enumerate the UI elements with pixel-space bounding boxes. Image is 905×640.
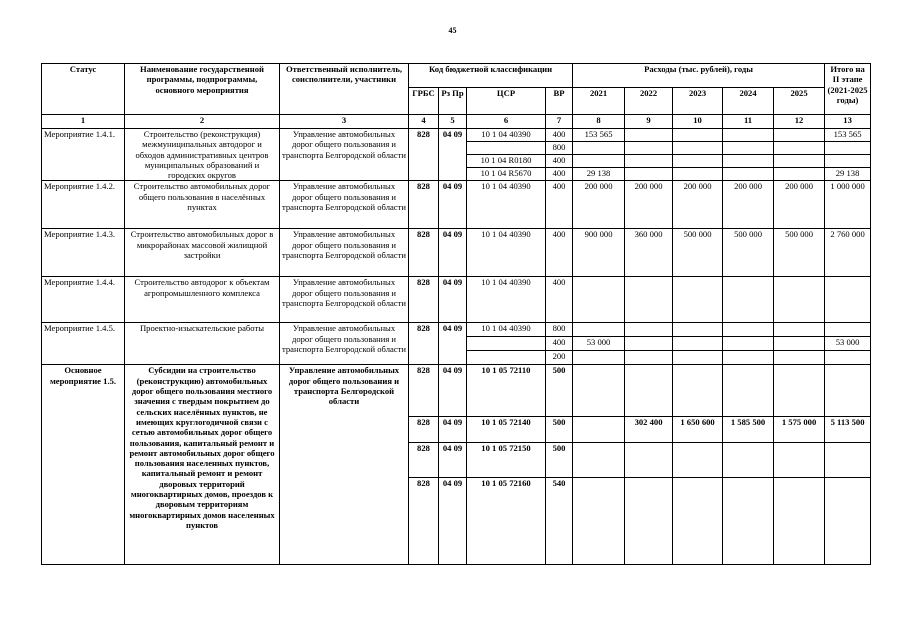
csr-cell: 10 1 05 72140 <box>467 417 546 443</box>
expense-2025-cell <box>774 168 825 181</box>
table-row <box>42 277 871 323</box>
column-number: 9 <box>625 115 673 129</box>
executor-cell: Управление автомобильных дорог общего пользования и транспорта Белгородской области <box>280 277 409 323</box>
expense-2021-cell: 153 565 <box>573 129 625 142</box>
header-vr: ВР <box>546 88 573 115</box>
csr-cell: 10 1 04 R5670 <box>467 168 546 181</box>
header-year-2024: 2024 <box>723 88 774 115</box>
table-row <box>42 129 871 142</box>
program-name-cell: Строительство автомобильных дорог общего пользования в населённых пунктах <box>125 181 280 229</box>
header-year-2021: 2021 <box>573 88 625 115</box>
expense-2023-cell <box>673 351 723 365</box>
expense-2023-cell <box>673 365 723 417</box>
expense-2022-cell <box>625 323 673 337</box>
csr-cell <box>467 142 546 155</box>
expense-2023-cell <box>673 478 723 565</box>
header-grbs: ГРБС <box>409 88 439 115</box>
column-number: 8 <box>573 115 625 129</box>
expense-2022-cell <box>625 351 673 365</box>
expense-2023-cell <box>673 323 723 337</box>
csr-cell: 10 1 04 40390 <box>467 323 546 337</box>
header-expenses: Расходы (тыс. рублей), годы <box>573 64 825 88</box>
expense-2024-cell: 500 000 <box>723 229 774 277</box>
vr-cell: 400 <box>546 181 573 229</box>
expense-2025-cell <box>774 337 825 351</box>
total-cell: 5 113 500 <box>825 417 871 443</box>
column-number: 7 <box>546 115 573 129</box>
grbs-cell: 828 <box>409 229 439 277</box>
column-number: 13 <box>825 115 871 129</box>
total-cell: 29 138 <box>825 168 871 181</box>
csr-cell: 10 1 04 40390 <box>467 229 546 277</box>
csr-cell <box>467 351 546 365</box>
expense-2024-cell <box>723 168 774 181</box>
expense-2021-cell: 900 000 <box>573 229 625 277</box>
column-number: 11 <box>723 115 774 129</box>
rzpr-cell: 04 09 <box>439 277 467 323</box>
program-name-cell: Строительство (реконструкция) межмуниципальных автодорог и обходов административных центров муниципальных образований и городских округов <box>125 129 280 181</box>
expense-2025-cell <box>774 443 825 478</box>
expense-2023-cell <box>673 155 723 168</box>
expense-2021-cell <box>573 443 625 478</box>
expense-2022-cell: 302 400 <box>625 417 673 443</box>
column-number: 2 <box>125 115 280 129</box>
total-cell <box>825 351 871 365</box>
expense-2024-cell <box>723 351 774 365</box>
grbs-cell: 828 <box>409 323 439 365</box>
vr-cell: 400 <box>546 229 573 277</box>
program-name-cell: Строительство автомобильных дорог в микрорайонах массовой жилищной застройки <box>125 229 280 277</box>
csr-cell <box>467 337 546 351</box>
vr-cell: 500 <box>546 417 573 443</box>
executor-cell: Управление автомобильных дорог общего пользования и транспорта Белгородской области <box>280 129 409 181</box>
header-total: Итого на II этапе (2021-2025 годы) <box>825 64 871 115</box>
expense-2022-cell: 360 000 <box>625 229 673 277</box>
expense-2025-cell: 500 000 <box>774 229 825 277</box>
grbs-cell: 828 <box>409 129 439 181</box>
program-name-cell: Строительство автодорог к объектам агропромышленного комплекса <box>125 277 280 323</box>
rzpr-cell: 04 09 <box>439 417 467 443</box>
expense-2024-cell: 1 585 500 <box>723 417 774 443</box>
status-cell: Мероприятие 1.4.1. <box>42 129 125 181</box>
expense-2022-cell <box>625 155 673 168</box>
total-cell: 2 760 000 <box>825 229 871 277</box>
expense-2025-cell: 200 000 <box>774 181 825 229</box>
csr-cell: 10 1 05 72110 <box>467 365 546 417</box>
header-budget-code: Код бюджетной классификации <box>409 64 573 88</box>
expense-2022-cell <box>625 168 673 181</box>
grbs-cell: 828 <box>409 443 439 478</box>
expense-2023-cell: 200 000 <box>673 181 723 229</box>
column-number: 4 <box>409 115 439 129</box>
expense-2023-cell <box>673 142 723 155</box>
expense-2025-cell <box>774 129 825 142</box>
expense-2021-cell <box>573 478 625 565</box>
rzpr-cell: 04 09 <box>439 229 467 277</box>
expense-2024-cell <box>723 478 774 565</box>
executor-cell: Управление автомобильных дорог общего пользования и транспорта Белгородской области <box>280 181 409 229</box>
expense-2021-cell: 29 138 <box>573 168 625 181</box>
header-executor: Ответственный исполнитель, соисполнители, участники <box>280 64 409 115</box>
expense-2023-cell <box>673 443 723 478</box>
expense-2025-cell <box>774 323 825 337</box>
expense-2022-cell <box>625 129 673 142</box>
total-cell <box>825 443 871 478</box>
expense-2024-cell <box>723 129 774 142</box>
expense-2025-cell <box>774 277 825 323</box>
header-status: Статус <box>42 64 125 115</box>
csr-cell: 10 1 05 72160 <box>467 478 546 565</box>
table-row <box>42 181 871 229</box>
expense-2022-cell: 200 000 <box>625 181 673 229</box>
expense-2025-cell <box>774 365 825 417</box>
expense-2023-cell <box>673 168 723 181</box>
vr-cell: 200 <box>546 351 573 365</box>
rzpr-cell: 04 09 <box>439 129 467 181</box>
executor-cell: Управление автомобильных дорог общего пользования и транспорта Белгородской области <box>280 365 409 565</box>
expense-2021-cell <box>573 277 625 323</box>
column-number: 6 <box>467 115 546 129</box>
table-row <box>42 229 871 277</box>
executor-cell: Управление автомобильных дорог общего пользования и транспорта Белгородской области <box>280 323 409 365</box>
expense-2022-cell <box>625 365 673 417</box>
total-cell: 53 000 <box>825 337 871 351</box>
total-cell <box>825 277 871 323</box>
column-number: 10 <box>673 115 723 129</box>
header-year-2022: 2022 <box>625 88 673 115</box>
csr-cell: 10 1 04 40390 <box>467 181 546 229</box>
rzpr-cell: 04 09 <box>439 443 467 478</box>
expense-2025-cell <box>774 351 825 365</box>
total-cell: 153 565 <box>825 129 871 142</box>
expense-2024-cell <box>723 443 774 478</box>
grbs-cell: 828 <box>409 277 439 323</box>
expense-2023-cell <box>673 277 723 323</box>
expense-2022-cell <box>625 142 673 155</box>
vr-cell: 540 <box>546 478 573 565</box>
csr-cell: 10 1 04 40390 <box>467 129 546 142</box>
grbs-cell: 828 <box>409 417 439 443</box>
expense-2025-cell <box>774 155 825 168</box>
header-csr: ЦСР <box>467 88 546 115</box>
rzpr-cell: 04 09 <box>439 323 467 365</box>
expense-2022-cell <box>625 337 673 351</box>
header-year-2023: 2023 <box>673 88 723 115</box>
expense-2024-cell <box>723 323 774 337</box>
column-number: 1 <box>42 115 125 129</box>
expense-2024-cell <box>723 142 774 155</box>
table-row <box>42 323 871 337</box>
expense-2021-cell: 53 000 <box>573 337 625 351</box>
column-number: 3 <box>280 115 409 129</box>
expense-2024-cell <box>723 365 774 417</box>
vr-cell: 400 <box>546 168 573 181</box>
expense-2021-cell <box>573 365 625 417</box>
expense-2021-cell: 200 000 <box>573 181 625 229</box>
total-cell: 1 000 000 <box>825 181 871 229</box>
vr-cell: 400 <box>546 129 573 142</box>
status-cell: Мероприятие 1.4.2. <box>42 181 125 229</box>
total-cell <box>825 155 871 168</box>
vr-cell: 500 <box>546 443 573 478</box>
rzpr-cell: 04 09 <box>439 181 467 229</box>
expense-2021-cell <box>573 142 625 155</box>
expense-2024-cell <box>723 337 774 351</box>
program-name-cell: Проектно-изыскательские работы <box>125 323 280 365</box>
grbs-cell: 828 <box>409 478 439 565</box>
table-body <box>42 129 871 565</box>
expense-2024-cell <box>723 277 774 323</box>
expense-2021-cell <box>573 323 625 337</box>
rzpr-cell: 04 09 <box>439 478 467 565</box>
status-cell: Мероприятие 1.4.4. <box>42 277 125 323</box>
csr-cell: 10 1 04 40390 <box>467 277 546 323</box>
column-number: 5 <box>439 115 467 129</box>
vr-cell: 800 <box>546 323 573 337</box>
total-cell <box>825 365 871 417</box>
status-cell: Мероприятие 1.4.3. <box>42 229 125 277</box>
header-rzpr: Рз Пр <box>439 88 467 115</box>
budget-table <box>41 63 871 565</box>
header-year-2025: 2025 <box>774 88 825 115</box>
expense-2024-cell: 200 000 <box>723 181 774 229</box>
expense-2023-cell: 500 000 <box>673 229 723 277</box>
vr-cell: 400 <box>546 277 573 323</box>
csr-cell: 10 1 04 R0180 <box>467 155 546 168</box>
vr-cell: 500 <box>546 365 573 417</box>
status-cell: Мероприятие 1.4.5. <box>42 323 125 365</box>
page-number: 45 <box>448 26 457 35</box>
expense-2025-cell: 1 575 000 <box>774 417 825 443</box>
program-name-cell: Субсидии на строительство (реконструкцию) автомобильных дорог общего пользования местного значения с твердым покрытием до сельских населённых пунктов, не имеющих круглогодичной связи с сетью автомобильных дорог общего пользования, капитальный ремонт и ремонт автомобильных дорог общего пользования населенных пунктов, капитальный ремонт и ремонт дворовых территорий многоквартирных домов, проездов к дворовым территориям многоквартирных домов населенных пунктов <box>125 365 280 565</box>
expense-2022-cell <box>625 478 673 565</box>
grbs-cell: 828 <box>409 365 439 417</box>
total-cell <box>825 478 871 565</box>
status-cell: Основное мероприятие 1.5. <box>42 365 125 565</box>
table-header <box>42 64 871 115</box>
vr-cell: 400 <box>546 155 573 168</box>
expense-2023-cell <box>673 337 723 351</box>
rzpr-cell: 04 09 <box>439 365 467 417</box>
expense-2023-cell <box>673 129 723 142</box>
expense-2025-cell <box>774 478 825 565</box>
csr-cell: 10 1 05 72150 <box>467 443 546 478</box>
expense-2021-cell <box>573 351 625 365</box>
expense-2023-cell: 1 650 600 <box>673 417 723 443</box>
total-cell <box>825 142 871 155</box>
header-program-name: Наименование государственной программы, подпрограммы, основного мероприятия <box>125 64 280 115</box>
executor-cell: Управление автомобильных дорог общего пользования и транспорта Белгородской области <box>280 229 409 277</box>
expense-2025-cell <box>774 142 825 155</box>
column-number: 12 <box>774 115 825 129</box>
vr-cell: 800 <box>546 142 573 155</box>
expense-2021-cell <box>573 155 625 168</box>
grbs-cell: 828 <box>409 181 439 229</box>
expense-2022-cell <box>625 443 673 478</box>
expense-2024-cell <box>723 155 774 168</box>
column-numbers-row <box>42 115 871 129</box>
total-cell <box>825 323 871 337</box>
table-row <box>42 365 871 417</box>
expense-2021-cell <box>573 417 625 443</box>
vr-cell: 400 <box>546 337 573 351</box>
expense-2022-cell <box>625 277 673 323</box>
